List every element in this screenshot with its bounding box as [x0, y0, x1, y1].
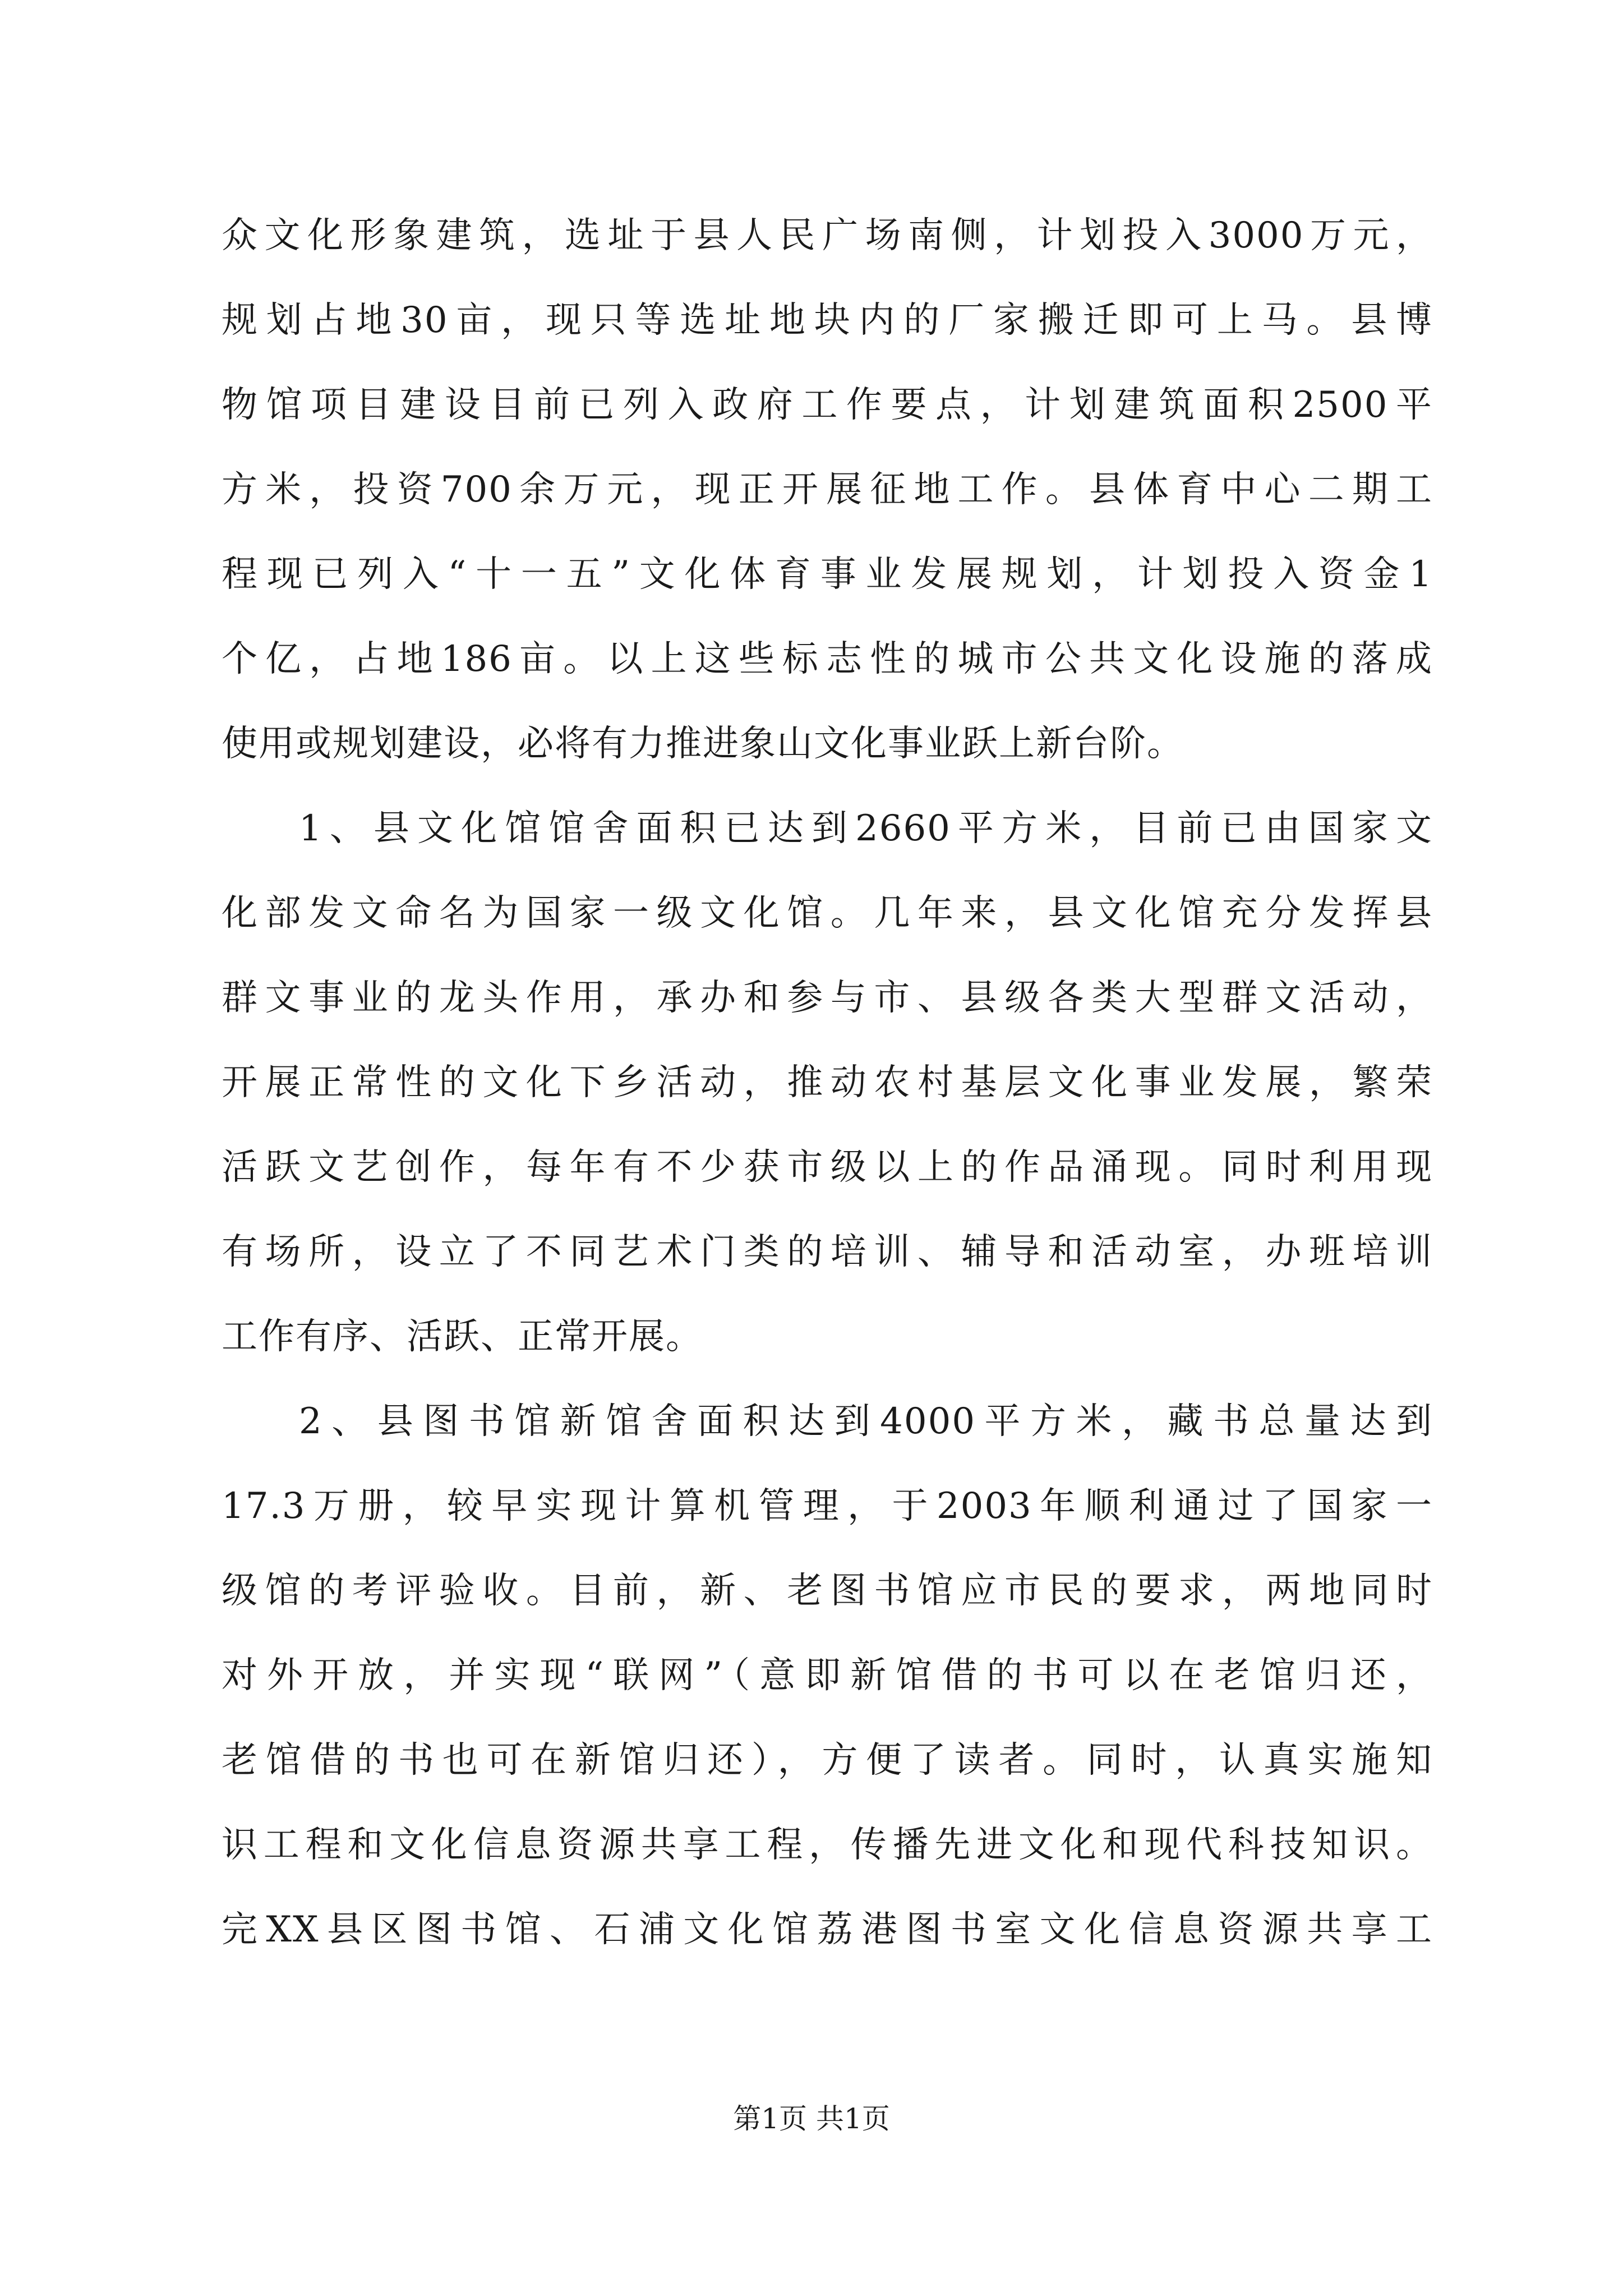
text-line: 开展正常性的文化下乡活动，推动农村基层文化事业发展，繁荣 [222, 1062, 1433, 1103]
page-number-label: 第1页 共1页 [733, 2102, 890, 2135]
text-line: 程现已列入“十一五”文化体育事业发展规划，计划投入资金1 [222, 554, 1433, 595]
page-footer [0, 2099, 1623, 2138]
text-line: 个亿，占地186亩。以上这些标志性的城市公共文化设施的落成 [222, 638, 1433, 680]
text-line: 级馆的考评验收。目前，新、老图书馆应市民的要求，两地同时 [222, 1570, 1433, 1612]
paragraph-1 [222, 194, 1433, 786]
text-line: 识工程和文化信息资源共享工程，传播先进文化和现代科技知识。 [222, 1824, 1433, 1866]
document-body [222, 194, 1433, 1972]
paragraph-2 [222, 786, 1433, 1379]
text-line: 化部发文命名为国家一级文化馆。几年来，县文化馆充分发挥县 [222, 892, 1433, 934]
text-line: 2、县图书馆新馆舍面积达到4000平方米，藏书总量达到 [299, 1401, 1433, 1442]
text-line: 完XX县区图书馆、石浦文化馆荔港图书室文化信息资源共享工 [222, 1909, 1433, 1950]
text-line: 规划占地30亩，现只等选址地块内的厂家搬迁即可上马。县博 [222, 300, 1433, 341]
text-line: 有场所，设立了不同艺术门类的培训、辅导和活动室，办班培训 [222, 1231, 1433, 1273]
paragraph-3 [222, 1379, 1433, 1972]
text-line: 方米，投资700余万元，现正开展征地工作。县体育中心二期工 [222, 469, 1433, 510]
text-line: 使用或规划建设，必将有力推进象山文化事业跃上新台阶。 [222, 723, 1184, 765]
text-line: 众文化形象建筑，选址于县人民广场南侧，计划投入3000万元， [222, 215, 1433, 256]
text-line: 老馆借的书也可在新馆归还），方便了读者。同时，认真实施知 [222, 1740, 1433, 1781]
text-line: 1、县文化馆馆舍面积已达到2660平方米，目前已由国家文 [299, 808, 1433, 849]
text-line: 17.3万册，较早实现计算机管理，于2003年顺利通过了国家一 [222, 1485, 1433, 1527]
text-line: 群文事业的龙头作用，承办和参与市、县级各类大型群文活动， [222, 977, 1433, 1019]
text-line: 工作有序、活跃、正常开展。 [222, 1316, 703, 1358]
text-line: 活跃文艺创作，每年有不少获市级以上的作品涌现。同时利用现 [222, 1147, 1433, 1188]
text-line: 对外开放，并实现“联网”（意即新馆借的书可以在老馆归还， [222, 1655, 1433, 1696]
text-line: 物馆项目建设目前已列入政府工作要点，计划建筑面积2500平 [222, 384, 1433, 426]
